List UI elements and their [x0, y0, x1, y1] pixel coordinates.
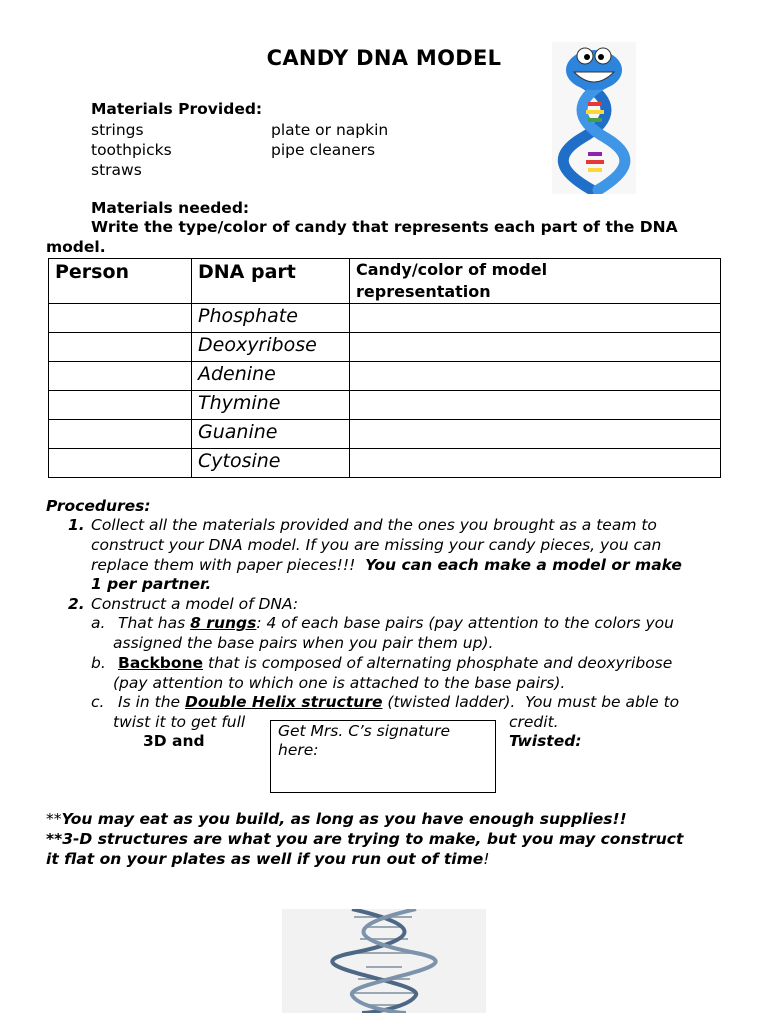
table-row [49, 362, 721, 391]
header-dna-part: DNA part [192, 259, 350, 304]
header-person: Person [49, 259, 192, 304]
note-line1 [46, 810, 627, 828]
header-candy-color-line1: Candy/color of model [356, 260, 548, 279]
person-cell[interactable] [49, 420, 192, 449]
table-row [49, 449, 721, 478]
step2c-line1 [118, 693, 679, 711]
candy-cell[interactable] [350, 391, 721, 420]
double-helix-image [282, 909, 486, 1013]
step2c-post: (twisted ladder). You must be able to [382, 693, 680, 711]
step1-line1: Collect all the materials provided and the ones you brought as a team to [91, 516, 657, 534]
person-cell[interactable] [49, 304, 192, 333]
step2c-marker: c. [91, 693, 105, 711]
step2-text: Construct a model of DNA: [91, 595, 299, 613]
dna-part-cell: Phosphate [192, 304, 350, 333]
material-plate: plate or napkin [271, 121, 389, 139]
note-line3-end: ! [483, 850, 490, 868]
step2a-line2: assigned the base pairs when you pair them up). [113, 634, 494, 652]
step2a-line1 [118, 614, 674, 632]
candy-cell[interactable] [350, 333, 721, 362]
materials-provided-heading: Materials Provided: [91, 100, 263, 118]
header-candy-color-line2: representation [356, 282, 491, 301]
candy-cell[interactable] [350, 362, 721, 391]
table-row [49, 391, 721, 420]
material-strings: strings [91, 121, 144, 139]
step2c-pre: Is in the [118, 693, 185, 711]
step1-emphasis: You can each make a model or make [365, 556, 682, 574]
candy-cell[interactable] [350, 449, 721, 478]
step2c-emphasis: Double Helix structure [185, 693, 383, 711]
dna-mascot-image [552, 42, 636, 194]
step2b-post: that is composed of alternating phosphate and deoxyribose [203, 654, 673, 672]
header-candy-color [350, 259, 721, 304]
step1-line2: construct your DNA model. If you are missing your candy pieces, you can [91, 536, 662, 554]
note-line1-text: You may eat as you build, as long as you have enough supplies!! [61, 810, 627, 828]
table-row [49, 333, 721, 362]
step2a-pre: That has [118, 614, 191, 632]
dna-part-cell: Deoxyribose [192, 333, 350, 362]
material-straws: straws [91, 161, 142, 179]
step2b-marker: b. [91, 654, 106, 672]
step2b-line1 [118, 654, 672, 672]
table-row [49, 304, 721, 333]
person-cell[interactable] [49, 333, 192, 362]
note-line1-prefix: ** [46, 810, 62, 828]
note-line3 [46, 850, 489, 868]
materials-needed-instruction-cont: model. [46, 238, 106, 256]
note-line3-text: it flat on your plates as well if you run out of time [46, 850, 484, 868]
page-title: CANDY DNA MODEL [266, 46, 502, 70]
signature-box[interactable] [270, 720, 496, 793]
step2c-line2-right: credit. [509, 713, 559, 731]
step1-line4: 1 per partner. [91, 575, 212, 593]
step1-number: 1. [68, 516, 85, 534]
step2a-post: : 4 of each base pairs (pay attention to the colors you [256, 614, 674, 632]
note-line2: **3-D structures are what you are trying to make, but you may construct [46, 830, 684, 848]
step1-line3 [91, 556, 682, 574]
dna-part-cell: Cytosine [192, 449, 350, 478]
table-row [49, 420, 721, 449]
material-pipe-cleaners: pipe cleaners [271, 141, 376, 159]
candy-cell[interactable] [350, 420, 721, 449]
candy-cell[interactable] [350, 304, 721, 333]
person-cell[interactable] [49, 391, 192, 420]
table-header-row [49, 259, 721, 304]
step2b-emphasis: Backbone [118, 654, 204, 672]
step2c-3d-label: 3D and [143, 732, 205, 750]
materials-needed-heading: Materials needed: [91, 199, 250, 217]
signature-box-label: Get Mrs. C’s signature here: [278, 722, 450, 759]
materials-needed-instruction: Write the type/color of candy that represents each part of the DNA [91, 218, 678, 236]
step2c-twisted-label: Twisted: [509, 732, 582, 750]
step2b-line2: (pay attention to which one is attached to the base pairs). [113, 674, 566, 692]
step2a-emphasis: 8 rungs [190, 614, 257, 632]
step2-number: 2. [68, 595, 85, 613]
dna-part-cell: Guanine [192, 420, 350, 449]
dna-part-cell: Adenine [192, 362, 350, 391]
person-cell[interactable] [49, 362, 192, 391]
material-toothpicks: toothpicks [91, 141, 172, 159]
step1-line3-text: replace them with paper pieces!!! [91, 556, 366, 574]
dna-parts-table [48, 258, 721, 478]
person-cell[interactable] [49, 449, 192, 478]
procedures-heading: Procedures: [46, 497, 151, 515]
dna-part-cell: Thymine [192, 391, 350, 420]
step2c-line2-left: twist it to get full [113, 713, 246, 731]
step2a-marker: a. [91, 614, 106, 632]
